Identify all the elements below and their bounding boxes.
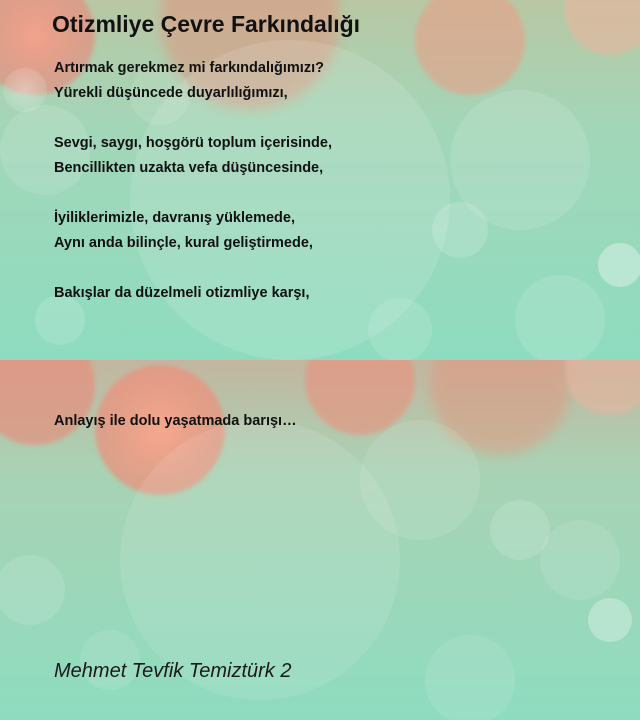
poem-author: Mehmet Tevfik Temiztürk 2 [54, 660, 292, 682]
poem-line: Sevgi, saygı, hoşgörü toplum içerisinde, [54, 135, 332, 151]
stanza-gap [54, 181, 332, 206]
poem-body [54, 56, 332, 306]
stanza-gap [54, 106, 332, 131]
poem-last-line: Anlayış ile dolu yaşatmada barışı… [54, 413, 297, 429]
poem-line: Bakışlar da düzelmeli otizmliye karşı, [54, 285, 310, 301]
poem-title: Otizmliye Çevre Farkındalığı [52, 11, 361, 37]
poem-line: İyiliklerimizle, davranış yüklemede, [54, 210, 295, 226]
poem-line: Yürekli düşüncede duyarlılığımızı, [54, 85, 288, 101]
stanza-gap [54, 256, 332, 281]
poem-line: Bencillikten uzakta vefa düşüncesinde, [54, 160, 324, 176]
poem-line: Aynı anda bilinçle, kural geliştirmede, [54, 235, 313, 251]
poem-line: Artırmak gerekmez mi farkındalığımızı? [54, 60, 324, 76]
